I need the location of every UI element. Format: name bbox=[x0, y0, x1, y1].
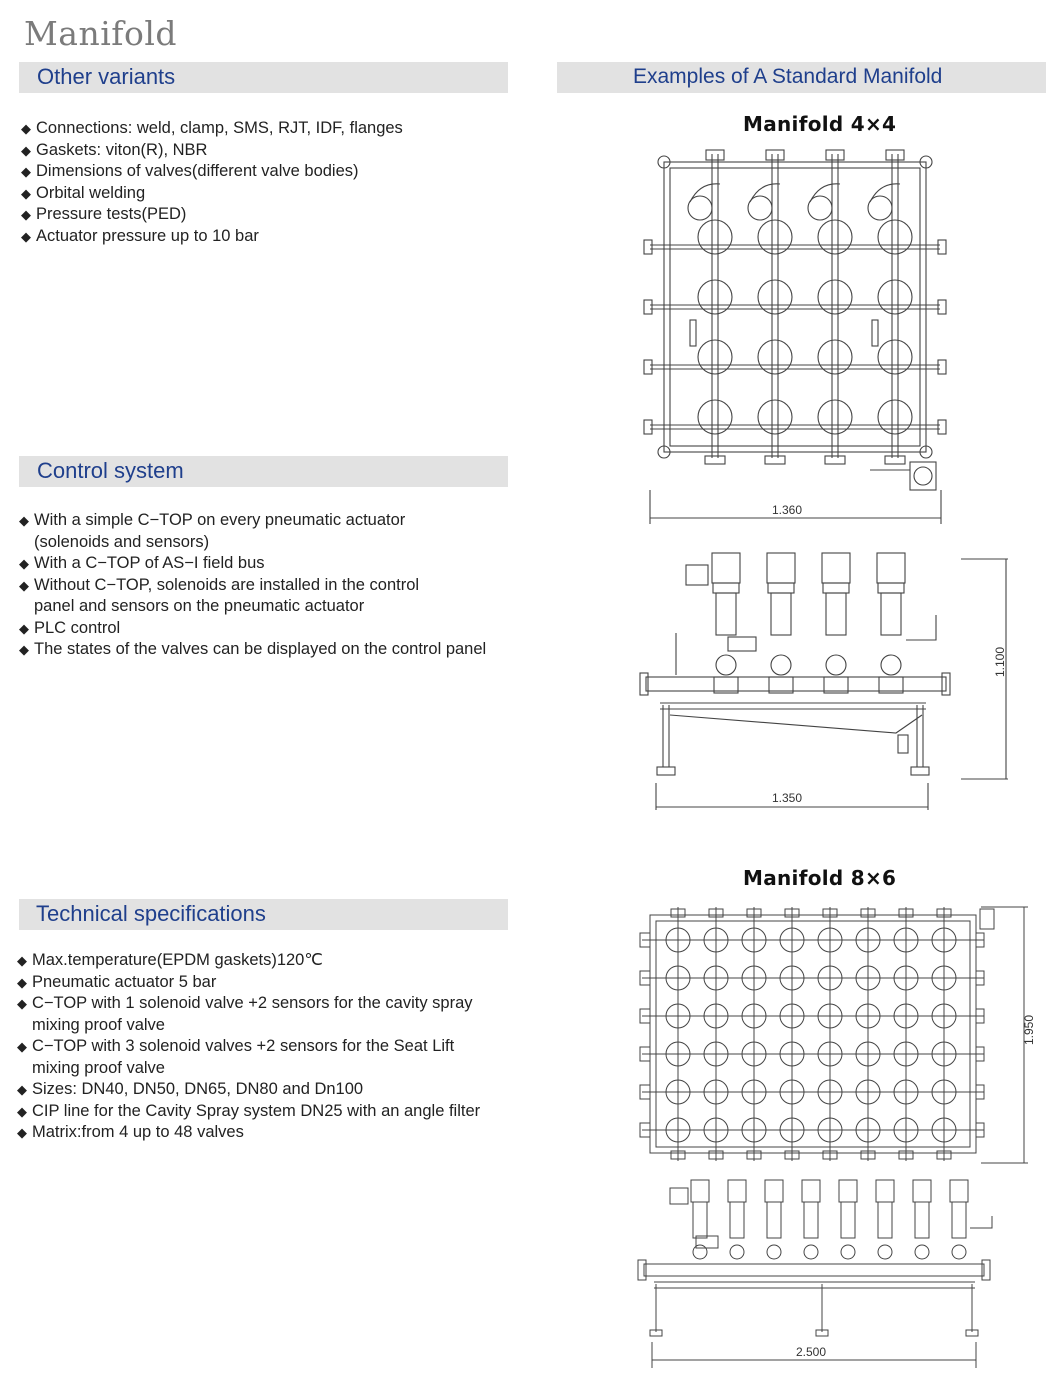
control-box bbox=[670, 1188, 688, 1204]
list-item bbox=[21, 226, 501, 248]
valve-body bbox=[804, 1245, 818, 1259]
actuator-top bbox=[765, 1180, 783, 1202]
cip-return-pipe bbox=[906, 615, 936, 640]
actuator-top bbox=[712, 553, 740, 583]
flange bbox=[938, 240, 946, 254]
section-heading: Examples of A Standard Manifold bbox=[633, 65, 943, 88]
list-item bbox=[17, 950, 517, 972]
list-item bbox=[17, 1122, 517, 1144]
list-item-text: Connections: weld, clamp, SMS, RJT, IDF, flanges bbox=[36, 119, 403, 137]
list-item-continuation: (solenoids and sensors) bbox=[34, 532, 210, 551]
flange bbox=[644, 360, 652, 374]
bullet-diamond-icon: ◆ bbox=[19, 577, 29, 593]
list-item bbox=[19, 618, 519, 640]
actuator-body bbox=[881, 593, 901, 635]
actuator-body bbox=[693, 1202, 707, 1238]
dimension-label-width: 2.500 bbox=[796, 1345, 827, 1359]
bullet-diamond-icon: ◆ bbox=[17, 974, 27, 990]
list-item-text: Without C−TOP, solenoids are installed in the control bbox=[34, 575, 420, 594]
valve-body bbox=[915, 1245, 929, 1259]
cip-return-pipe bbox=[970, 1216, 992, 1228]
list-item-text: Actuator pressure up to 10 bar bbox=[36, 226, 259, 245]
valve-body bbox=[771, 655, 791, 675]
flange bbox=[938, 300, 946, 314]
frame-inner bbox=[656, 921, 970, 1147]
flange bbox=[825, 456, 845, 464]
manifold-8x6-top-view-drawing bbox=[636, 895, 1046, 1165]
list-item-text: The states of the valves can be displayed on the control panel bbox=[34, 640, 487, 658]
other-variants-list bbox=[21, 118, 501, 247]
dimension-label-width: 1.360 bbox=[772, 503, 803, 517]
list-item-text: Dimensions of valves(different valve bodies) bbox=[36, 162, 359, 180]
flange bbox=[938, 360, 946, 374]
actuator-top bbox=[728, 1180, 746, 1202]
list-item-continuation: mixing proof valve bbox=[32, 1015, 165, 1034]
bullet-diamond-icon: ◆ bbox=[19, 620, 29, 636]
list-item bbox=[19, 575, 519, 618]
actuator-top bbox=[691, 1180, 709, 1202]
technical-specifications-list bbox=[17, 950, 517, 1144]
valve-body bbox=[693, 1245, 707, 1259]
actuator-top bbox=[877, 553, 905, 583]
list-item bbox=[21, 161, 501, 183]
main-pipe bbox=[646, 677, 946, 691]
section-header-examples bbox=[557, 62, 1046, 93]
valve-body bbox=[767, 1245, 781, 1259]
cip-filter-box bbox=[980, 909, 994, 929]
actuator-top bbox=[802, 1180, 820, 1202]
actuator-body bbox=[952, 1202, 966, 1238]
section-heading: Other variants bbox=[37, 64, 176, 89]
bullet-diamond-icon: ◆ bbox=[17, 953, 27, 968]
manifold-8x6-side-view-drawing bbox=[630, 1172, 1010, 1372]
dimension-label-width: 1.350 bbox=[772, 791, 803, 805]
valve-body bbox=[878, 1245, 892, 1259]
control-system-list bbox=[19, 510, 519, 661]
list-item bbox=[21, 118, 501, 140]
actuator-top bbox=[950, 1180, 968, 1202]
indicator bbox=[872, 320, 878, 346]
section-heading: Control system bbox=[37, 458, 184, 483]
foot bbox=[657, 767, 675, 775]
list-item-text: PLC control bbox=[34, 618, 121, 637]
list-item bbox=[19, 553, 519, 575]
valve-body bbox=[841, 1245, 855, 1259]
list-item bbox=[21, 204, 501, 226]
flange bbox=[706, 150, 724, 160]
manifold-4x4-top-view-drawing bbox=[640, 140, 960, 530]
main-pipe bbox=[644, 1264, 984, 1276]
elbow-pipe bbox=[810, 184, 840, 202]
bullet-diamond-icon: ◆ bbox=[19, 513, 29, 528]
frame-inner bbox=[670, 168, 920, 446]
dimension-label-height: 1.950 bbox=[1022, 1014, 1036, 1045]
actuator-band bbox=[768, 583, 794, 593]
list-item-continuation: mixing proof valve bbox=[32, 1058, 165, 1077]
list-item-text: C−TOP with 3 solenoid valves +2 sensors for the Seat Lift bbox=[32, 1037, 455, 1055]
cip-filter bbox=[914, 467, 932, 485]
actuator-body bbox=[771, 593, 791, 635]
list-item bbox=[17, 1101, 517, 1123]
frame-brace bbox=[670, 715, 922, 733]
angle-filter bbox=[728, 637, 756, 651]
bullet-diamond-icon: ◆ bbox=[17, 996, 27, 1011]
actuator-body bbox=[826, 593, 846, 635]
list-item-text: Orbital welding bbox=[36, 183, 146, 202]
foot bbox=[911, 767, 929, 775]
section-header-technical-specifications bbox=[19, 899, 508, 930]
list-item bbox=[21, 183, 501, 205]
bullet-diamond-icon: ◆ bbox=[21, 121, 31, 136]
list-item-continuation: panel and sensors on the pneumatic actuator bbox=[34, 597, 365, 615]
bullet-diamond-icon: ◆ bbox=[19, 556, 29, 571]
flange bbox=[766, 150, 784, 160]
bullet-diamond-icon: ◆ bbox=[21, 142, 31, 158]
list-item-text: C−TOP with 1 solenoid valve +2 sensors for the cavity spray bbox=[32, 994, 473, 1012]
list-item bbox=[17, 993, 517, 1036]
valve-body bbox=[826, 655, 846, 675]
bullet-diamond-icon: ◆ bbox=[17, 1039, 27, 1054]
actuator-band bbox=[713, 583, 739, 593]
flange bbox=[644, 420, 652, 434]
bullet-diamond-icon: ◆ bbox=[17, 1103, 27, 1119]
actuator-body bbox=[767, 1202, 781, 1238]
page-title: Manifold bbox=[24, 14, 178, 53]
flange bbox=[705, 456, 725, 464]
valve-body bbox=[716, 655, 736, 675]
actuator-body bbox=[730, 1202, 744, 1238]
flange bbox=[938, 420, 946, 434]
diagram-title-8x6: Manifold 8×6 bbox=[743, 866, 897, 890]
actuator-body bbox=[804, 1202, 818, 1238]
flange bbox=[826, 150, 844, 160]
flange bbox=[638, 1260, 646, 1280]
actuator-top bbox=[913, 1180, 931, 1202]
section-heading: Technical specifications bbox=[36, 901, 266, 926]
diagram-title-4x4: Manifold 4×4 bbox=[743, 112, 897, 136]
list-item bbox=[17, 972, 517, 994]
actuator-body bbox=[716, 593, 736, 635]
flange bbox=[644, 240, 652, 254]
actuator-top bbox=[839, 1180, 857, 1202]
bullet-diamond-icon: ◆ bbox=[21, 164, 31, 179]
list-item bbox=[19, 510, 519, 553]
list-item-text: With a simple C−TOP on every pneumatic actuator bbox=[34, 511, 406, 529]
flange bbox=[765, 456, 785, 464]
list-item-text: Pneumatic actuator 5 bar bbox=[32, 972, 217, 991]
flange bbox=[886, 150, 904, 160]
list-item-text: Gaskets: viton(R), NBR bbox=[36, 140, 208, 159]
elbow-pipe bbox=[870, 184, 900, 202]
list-item-text: Max.temperature(EPDM gaskets)120℃ bbox=[32, 951, 323, 969]
valve-body bbox=[881, 655, 901, 675]
list-item bbox=[21, 140, 501, 162]
list-item-text: With a C−TOP of AS−I field bus bbox=[34, 554, 265, 572]
flange bbox=[982, 1260, 990, 1280]
elbow-pipe bbox=[690, 184, 720, 202]
bullet-diamond-icon: ◆ bbox=[17, 1082, 27, 1097]
frame-outline bbox=[650, 915, 976, 1153]
actuator-top bbox=[767, 553, 795, 583]
actuator-band bbox=[878, 583, 904, 593]
list-item bbox=[19, 639, 519, 661]
section-header-other-variants bbox=[19, 62, 508, 93]
valve-body bbox=[730, 1245, 744, 1259]
actuator-band bbox=[823, 583, 849, 593]
leg-stub bbox=[898, 735, 908, 753]
dimension-label-height: 1.100 bbox=[993, 646, 1007, 677]
actuator-body bbox=[915, 1202, 929, 1238]
flange bbox=[644, 300, 652, 314]
flange bbox=[885, 456, 905, 464]
list-item-text: CIP line for the Cavity Spray system DN25 with an angle filter bbox=[32, 1101, 481, 1120]
actuator-top bbox=[822, 553, 850, 583]
bullet-diamond-icon: ◆ bbox=[19, 642, 29, 657]
actuator-body bbox=[878, 1202, 892, 1238]
bullet-diamond-icon: ◆ bbox=[21, 207, 31, 222]
frame-outline bbox=[664, 162, 926, 452]
bullet-diamond-icon: ◆ bbox=[17, 1125, 27, 1140]
control-box bbox=[686, 565, 708, 585]
list-item bbox=[17, 1036, 517, 1079]
list-item-text: Matrix:from 4 up to 48 valves bbox=[32, 1123, 244, 1141]
bullet-diamond-icon: ◆ bbox=[21, 228, 31, 244]
indicator bbox=[690, 320, 696, 346]
list-item bbox=[17, 1079, 517, 1101]
actuator-top bbox=[876, 1180, 894, 1202]
bullet-diamond-icon: ◆ bbox=[21, 185, 31, 201]
actuator-body bbox=[841, 1202, 855, 1238]
list-item-text: Pressure tests(PED) bbox=[36, 205, 187, 223]
elbow-pipe bbox=[750, 184, 780, 202]
list-item-text: Sizes: DN40, DN50, DN65, DN80 and Dn100 bbox=[32, 1080, 364, 1098]
flange bbox=[640, 673, 648, 695]
valve-body bbox=[952, 1245, 966, 1259]
manifold-4x4-side-view-drawing bbox=[636, 545, 1026, 810]
section-header-control-system bbox=[19, 456, 508, 487]
